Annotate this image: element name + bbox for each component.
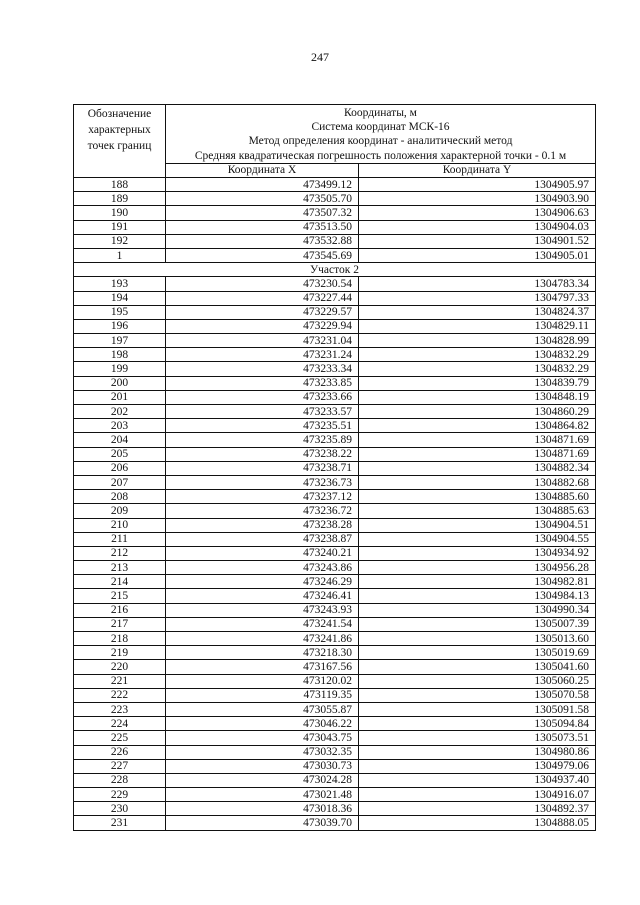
coord-x: 473532.88 bbox=[166, 234, 359, 248]
coord-x: 473233.34 bbox=[166, 362, 359, 376]
coord-x: 473240.21 bbox=[166, 546, 359, 560]
coord-y: 1305041.60 bbox=[359, 660, 596, 674]
coord-x: 473235.51 bbox=[166, 419, 359, 433]
table-row bbox=[74, 788, 596, 802]
coord-x: 473055.87 bbox=[166, 702, 359, 716]
coord-x: 473243.86 bbox=[166, 561, 359, 575]
point-id: 221 bbox=[74, 674, 166, 688]
point-id: 204 bbox=[74, 433, 166, 447]
table-row bbox=[74, 646, 596, 660]
point-id: 225 bbox=[74, 731, 166, 745]
coord-x: 473231.04 bbox=[166, 334, 359, 348]
coord-y: 1304864.82 bbox=[359, 419, 596, 433]
coord-x: 473246.41 bbox=[166, 589, 359, 603]
coord-x: 473229.94 bbox=[166, 319, 359, 333]
table-row bbox=[74, 589, 596, 603]
table-row bbox=[74, 461, 596, 475]
point-id: 212 bbox=[74, 546, 166, 560]
table-row bbox=[74, 674, 596, 688]
point-id: 226 bbox=[74, 745, 166, 759]
coord-y: 1304906.63 bbox=[359, 206, 596, 220]
point-id: 229 bbox=[74, 788, 166, 802]
point-label-line-1: Обозначение bbox=[87, 108, 152, 120]
coord-y: 1304982.81 bbox=[359, 575, 596, 589]
table-row bbox=[74, 702, 596, 716]
point-id: 197 bbox=[74, 334, 166, 348]
coord-x: 473238.28 bbox=[166, 518, 359, 532]
coord-x: 473046.22 bbox=[166, 717, 359, 731]
table-row bbox=[74, 632, 596, 646]
coord-x: 473018.36 bbox=[166, 802, 359, 816]
coord-x: 473545.69 bbox=[166, 248, 359, 262]
table-row bbox=[74, 532, 596, 546]
header-row bbox=[74, 105, 596, 164]
table-row bbox=[74, 546, 596, 560]
coord-y: 1304783.34 bbox=[359, 277, 596, 291]
coord-y: 1304828.99 bbox=[359, 334, 596, 348]
point-id: 215 bbox=[74, 589, 166, 603]
point-id: 200 bbox=[74, 376, 166, 390]
point-id: 216 bbox=[74, 603, 166, 617]
coord-x: 473237.12 bbox=[166, 490, 359, 504]
coord-y: 1304829.11 bbox=[359, 319, 596, 333]
table-row bbox=[74, 603, 596, 617]
point-id: 189 bbox=[74, 192, 166, 206]
table-row bbox=[74, 192, 596, 206]
table-row bbox=[74, 759, 596, 773]
coord-x: 473229.57 bbox=[166, 305, 359, 319]
point-id: 1 bbox=[74, 248, 166, 262]
table-row bbox=[74, 390, 596, 404]
table-row bbox=[74, 362, 596, 376]
point-id: 214 bbox=[74, 575, 166, 589]
coord-y: 1304882.34 bbox=[359, 461, 596, 475]
coord-x: 473235.89 bbox=[166, 433, 359, 447]
table-row bbox=[74, 575, 596, 589]
coord-y: 1304904.51 bbox=[359, 518, 596, 532]
coord-y: 1304934.92 bbox=[359, 546, 596, 560]
point-id: 202 bbox=[74, 405, 166, 419]
coord-y: 1304956.28 bbox=[359, 561, 596, 575]
table-row bbox=[74, 178, 596, 192]
coord-x: 473513.50 bbox=[166, 220, 359, 234]
coord-x: 473241.54 bbox=[166, 617, 359, 631]
point-id: 230 bbox=[74, 802, 166, 816]
coord-y: 1305091.58 bbox=[359, 702, 596, 716]
coord-x: 473246.29 bbox=[166, 575, 359, 589]
table-row bbox=[74, 561, 596, 575]
coord-y: 1304848.19 bbox=[359, 390, 596, 404]
coord-y: 1304892.37 bbox=[359, 802, 596, 816]
coord-y: 1304797.33 bbox=[359, 291, 596, 305]
coord-y: 1304916.07 bbox=[359, 788, 596, 802]
table-row bbox=[74, 291, 596, 305]
col-y-header: Координата Y bbox=[359, 163, 596, 177]
coord-x: 473236.72 bbox=[166, 504, 359, 518]
coord-y: 1304937.40 bbox=[359, 773, 596, 787]
coord-x: 473039.70 bbox=[166, 816, 359, 830]
coord-y: 1305007.39 bbox=[359, 617, 596, 631]
coord-y: 1304871.69 bbox=[359, 447, 596, 461]
col-x-header: Координата X bbox=[166, 163, 359, 177]
table-row bbox=[74, 405, 596, 419]
point-label-line-3: точек границ bbox=[87, 140, 152, 152]
coord-x: 473120.02 bbox=[166, 674, 359, 688]
coord-y: 1304832.29 bbox=[359, 348, 596, 362]
table-row bbox=[74, 433, 596, 447]
section-row bbox=[74, 263, 596, 277]
table-row bbox=[74, 475, 596, 489]
coord-x: 473499.12 bbox=[166, 178, 359, 192]
coord-y: 1304905.01 bbox=[359, 248, 596, 262]
coord-y: 1304832.29 bbox=[359, 362, 596, 376]
point-id: 227 bbox=[74, 759, 166, 773]
coord-x: 473227.44 bbox=[166, 291, 359, 305]
coord-x: 473233.66 bbox=[166, 390, 359, 404]
point-id: 213 bbox=[74, 561, 166, 575]
coord-y: 1304860.29 bbox=[359, 405, 596, 419]
table-row bbox=[74, 518, 596, 532]
coord-y: 1304839.79 bbox=[359, 376, 596, 390]
point-id: 188 bbox=[74, 178, 166, 192]
coord-x: 473043.75 bbox=[166, 731, 359, 745]
point-label-line-2: характерных bbox=[88, 124, 151, 136]
point-id: 222 bbox=[74, 688, 166, 702]
coord-x: 473230.54 bbox=[166, 277, 359, 291]
point-id: 210 bbox=[74, 518, 166, 532]
table-row bbox=[74, 319, 596, 333]
coord-x: 473030.73 bbox=[166, 759, 359, 773]
table-row bbox=[74, 802, 596, 816]
coord-y: 1304979.06 bbox=[359, 759, 596, 773]
coord-y: 1305073.51 bbox=[359, 731, 596, 745]
coord-x: 473167.56 bbox=[166, 660, 359, 674]
coord-x: 473507.32 bbox=[166, 206, 359, 220]
point-label-header bbox=[74, 105, 166, 178]
table-row bbox=[74, 248, 596, 262]
point-id: 223 bbox=[74, 702, 166, 716]
coord-x: 473243.93 bbox=[166, 603, 359, 617]
point-id: 190 bbox=[74, 206, 166, 220]
coord-x: 473241.86 bbox=[166, 632, 359, 646]
table-row bbox=[74, 234, 596, 248]
coord-y: 1305013.60 bbox=[359, 632, 596, 646]
coord-y: 1304885.63 bbox=[359, 504, 596, 518]
table-row bbox=[74, 220, 596, 234]
coord-y: 1304888.05 bbox=[359, 816, 596, 830]
point-id: 195 bbox=[74, 305, 166, 319]
coord-y: 1304984.13 bbox=[359, 589, 596, 603]
point-id: 203 bbox=[74, 419, 166, 433]
coord-y: 1304980.86 bbox=[359, 745, 596, 759]
coord-system: Система координат МСК-16 bbox=[311, 121, 450, 134]
coord-y: 1304904.03 bbox=[359, 220, 596, 234]
point-id: 199 bbox=[74, 362, 166, 376]
coord-y: 1305019.69 bbox=[359, 646, 596, 660]
table-row bbox=[74, 745, 596, 759]
table-row bbox=[74, 376, 596, 390]
table-row bbox=[74, 717, 596, 731]
table-row bbox=[74, 816, 596, 830]
coord-x: 473021.48 bbox=[166, 788, 359, 802]
point-id: 198 bbox=[74, 348, 166, 362]
point-id: 192 bbox=[74, 234, 166, 248]
table-row bbox=[74, 773, 596, 787]
coord-x: 473024.28 bbox=[166, 773, 359, 787]
table-row bbox=[74, 731, 596, 745]
table-row bbox=[74, 419, 596, 433]
coord-x: 473238.71 bbox=[166, 461, 359, 475]
point-id: 231 bbox=[74, 816, 166, 830]
coord-y: 1305070.58 bbox=[359, 688, 596, 702]
coord-y: 1304990.34 bbox=[359, 603, 596, 617]
point-id: 209 bbox=[74, 504, 166, 518]
table-row bbox=[74, 660, 596, 674]
coord-y: 1304882.68 bbox=[359, 475, 596, 489]
point-id: 211 bbox=[74, 532, 166, 546]
point-id: 193 bbox=[74, 277, 166, 291]
coord-y: 1305094.84 bbox=[359, 717, 596, 731]
coord-y: 1304901.52 bbox=[359, 234, 596, 248]
coordinates-table-body bbox=[74, 105, 596, 831]
point-id: 224 bbox=[74, 717, 166, 731]
table-row bbox=[74, 348, 596, 362]
coord-x: 473236.73 bbox=[166, 475, 359, 489]
point-id: 218 bbox=[74, 632, 166, 646]
point-id: 219 bbox=[74, 646, 166, 660]
table-row bbox=[74, 688, 596, 702]
table-row bbox=[74, 305, 596, 319]
accuracy-text: Средняя квадратическая погрешность положения характерной точки - 0.1 м bbox=[194, 149, 567, 162]
point-id: 201 bbox=[74, 390, 166, 404]
coord-x: 473218.30 bbox=[166, 646, 359, 660]
table-row bbox=[74, 504, 596, 518]
section-label: Участок 2 bbox=[74, 263, 596, 277]
coordinates-table bbox=[73, 104, 596, 831]
coordinates-header bbox=[166, 105, 596, 164]
table-row bbox=[74, 447, 596, 461]
coord-x: 473505.70 bbox=[166, 192, 359, 206]
point-id: 206 bbox=[74, 461, 166, 475]
method-text: Метод определения координат - аналитический метод bbox=[248, 135, 513, 148]
point-id: 194 bbox=[74, 291, 166, 305]
coord-y: 1304885.60 bbox=[359, 490, 596, 504]
coord-y: 1304871.69 bbox=[359, 433, 596, 447]
coord-x: 473231.24 bbox=[166, 348, 359, 362]
coord-y: 1304824.37 bbox=[359, 305, 596, 319]
point-id: 205 bbox=[74, 447, 166, 461]
table-row bbox=[74, 490, 596, 504]
coord-x: 473032.35 bbox=[166, 745, 359, 759]
table-row bbox=[74, 206, 596, 220]
coord-y: 1304903.90 bbox=[359, 192, 596, 206]
point-id: 228 bbox=[74, 773, 166, 787]
point-id: 217 bbox=[74, 617, 166, 631]
point-id: 196 bbox=[74, 319, 166, 333]
point-id: 191 bbox=[74, 220, 166, 234]
point-id: 207 bbox=[74, 475, 166, 489]
coord-x: 473119.35 bbox=[166, 688, 359, 702]
table-row bbox=[74, 617, 596, 631]
coord-y: 1304904.55 bbox=[359, 532, 596, 546]
table-row bbox=[74, 334, 596, 348]
coord-x: 473233.57 bbox=[166, 405, 359, 419]
coord-y: 1305060.25 bbox=[359, 674, 596, 688]
coord-x: 473238.87 bbox=[166, 532, 359, 546]
coords-title: Координаты, м bbox=[344, 107, 417, 119]
coord-x: 473233.85 bbox=[166, 376, 359, 390]
point-id: 220 bbox=[74, 660, 166, 674]
coord-x: 473238.22 bbox=[166, 447, 359, 461]
table-row bbox=[74, 277, 596, 291]
point-id: 208 bbox=[74, 490, 166, 504]
page-number: 247 bbox=[311, 50, 329, 64]
coord-y: 1304905.97 bbox=[359, 178, 596, 192]
